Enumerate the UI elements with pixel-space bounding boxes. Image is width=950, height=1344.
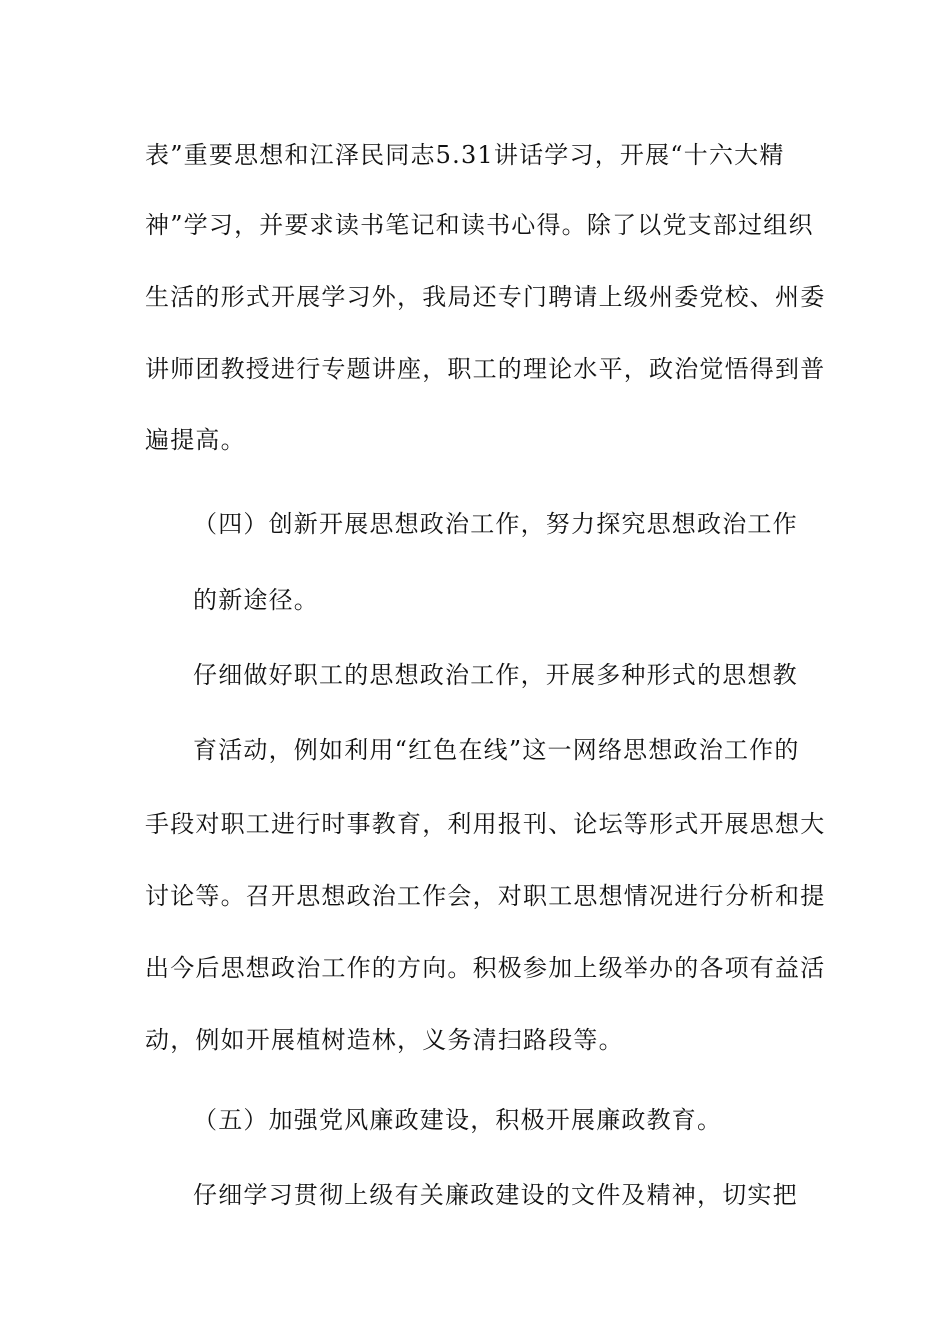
- section-heading-four-continued: 的新途径。: [193, 586, 319, 614]
- body-text-line: 仔细做好职工的思想政治工作，开展多种形式的思想教: [193, 661, 798, 689]
- body-text-line: 神”学习，并要求读书笔记和读书心得。除了以党支部过组织: [145, 211, 814, 239]
- body-text-line: 表”重要思想和江泽民同志5.31讲话学习，开展“十六大精: [145, 141, 785, 169]
- body-text-line: 遍提高。: [145, 426, 246, 454]
- body-text-line: 育活动，例如利用“红色在线”这一网络思想政治工作的: [193, 736, 800, 764]
- section-heading-four: （四）创新开展思想政治工作，努力探究思想政治工作: [193, 510, 798, 538]
- body-text-line: 手段对职工进行时事教育，利用报刊、论坛等形式开展思想大: [145, 810, 826, 838]
- body-text-line: 讨论等。召开思想政治工作会，对职工思想情况进行分析和提: [145, 882, 826, 910]
- body-text-line: 出今后思想政治工作的方向。积极参加上级举办的各项有益活: [145, 954, 826, 982]
- body-text-line: 动，例如开展植树造林，义务清扫路段等。: [145, 1026, 624, 1054]
- body-text-line: 生活的形式开展学习外，我局还专门聘请上级州委党校、州委: [145, 283, 826, 311]
- section-heading-five: （五）加强党风廉政建设，积极开展廉政教育。: [193, 1106, 723, 1134]
- body-text-line: 仔细学习贯彻上级有关廉政建设的文件及精神，切实把: [193, 1181, 798, 1209]
- body-text-line: 讲师团教授进行专题讲座，职工的理论水平，政治觉悟得到普: [145, 355, 826, 383]
